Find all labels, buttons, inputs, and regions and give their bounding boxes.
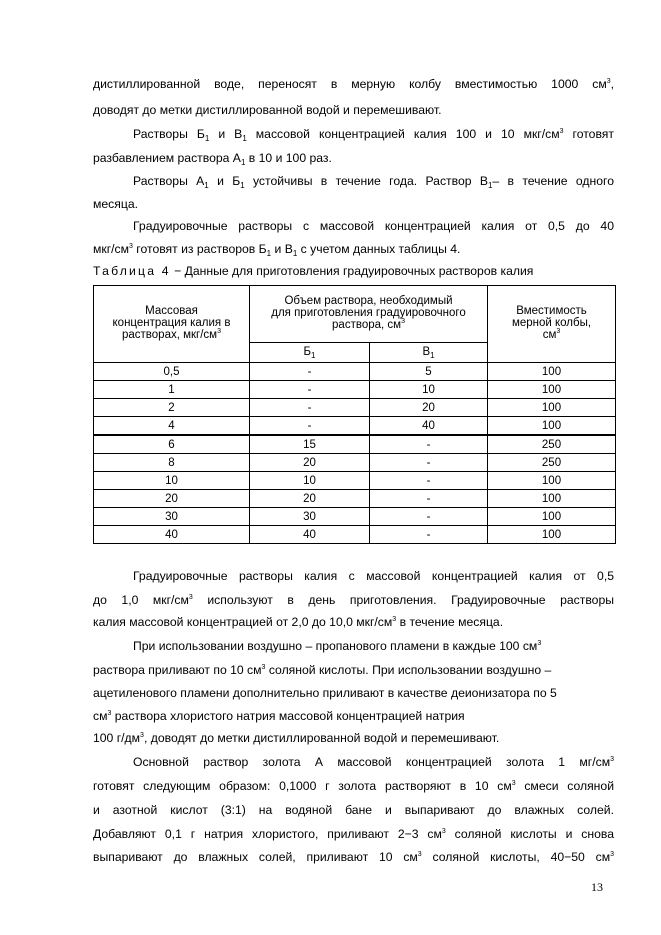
table-row: 1 - 10 100	[94, 381, 616, 399]
text-line: 100 $г/дм^3$, доводят до метки дистиллированной водой и перемешивают.	[93, 731, 500, 745]
header-concentration: Массовая концентрация калия в растворах, мкг/$см^3$	[94, 286, 250, 363]
table-row: 0,5 - 5 100	[94, 363, 616, 381]
text-line: готовят следующим образом: 0,1000 г золота растворяют в 10 $см^3$ смеси соляной	[93, 779, 614, 793]
table-row: 10 10 - 100	[94, 472, 616, 490]
table-row: 20 20 - 100	[94, 490, 616, 508]
text-line: до 1,0 мкг/$см^3$ используют в день приготовления. Градуировочные растворы	[93, 593, 614, 607]
table-row: 40 40 - 100	[94, 526, 616, 544]
text-line: дистиллированной воде, переносят в мерную колбу вместимостью 1000 $см^3$,	[93, 77, 614, 91]
header-volume: Объем раствора, необходимый для приготовления градуировочного раствора, $см^3$	[250, 286, 488, 343]
text-line: Основной раствор золота А массовой концентрацией золота 1 $мг/см^3$	[133, 755, 614, 769]
header-solution-v: $В_1$	[370, 343, 488, 363]
header-capacity: Вместимость мерной колбы, $см^3$	[488, 286, 616, 363]
text-line: При использовании воздушно – пропанового пламени в каждые 100 $см^3$	[133, 639, 542, 653]
text-line: раствора приливают по 10 $см^3$ соляной кислоты. При использовании воздушно –	[93, 663, 552, 677]
page-number: 13	[591, 880, 603, 894]
text-line: $см^3$ раствора хлористого натрия массовой концентрацией натрия	[93, 709, 465, 723]
text-line: Градуировочные растворы с массовой концентрацией калия от 0,5 до 40	[133, 219, 614, 233]
header-solution-b: $Б_1$	[250, 343, 370, 363]
table-row: 4 - 40 100	[94, 417, 616, 436]
text-line: Растворы $Б_1$ и $В_1$ массовой концентрацией калия 100 и 10 мкг/$см^3$ готовят	[133, 127, 614, 143]
text-line: ацетиленового пламени дополнительно приливают в качестве деионизатора по 5	[93, 686, 557, 700]
table-row: 8 20 - 250	[94, 454, 616, 472]
text-line: Растворы $А_1$ и $Б_1$ устойчивы в течение года. Раствор $В_1-$ в течение одного	[133, 174, 614, 190]
table-row: 30 30 - 100	[94, 508, 616, 526]
text-line: разбавлением раствора $А_1$ в 10 и 100 раз.	[93, 151, 332, 167]
text-line: Градуировочные растворы калия с массовой концентрацией калия от 0,5	[133, 569, 614, 583]
text-line: выпаривают до влажных солей, приливают 10 $см^3$ соляной кислоты, 40−50 $см^3$	[93, 850, 614, 864]
text-line: месяца.	[93, 197, 138, 211]
text-line: мкг/$см^3$ готовят из растворов $Б_1$ и $В_1$ с учетом данных таблицы 4.	[93, 242, 461, 258]
table-caption: Таблица 4 − Данные для приготовления градуировочных растворов калия	[93, 264, 534, 278]
text-line: и азотной кислот (3:1) на водяной бане и выпаривают до влажных солей.	[93, 803, 614, 817]
text-line: калия массовой концентрацией от 2,0 до 10,0 мкг/$см^3$ в течение месяца.	[93, 615, 504, 629]
text-line: Добавляют 0,1 г натрия хлористого, приливают 2−3 $см^3$ соляной кислоты и снова	[93, 827, 614, 841]
text-line: доводят до метки дистиллированной водой и перемешивают.	[93, 103, 442, 117]
data-table	[93, 285, 616, 544]
table-row: 2 - 20 100	[94, 399, 616, 417]
table-row: 6 15 - 250	[94, 435, 616, 454]
